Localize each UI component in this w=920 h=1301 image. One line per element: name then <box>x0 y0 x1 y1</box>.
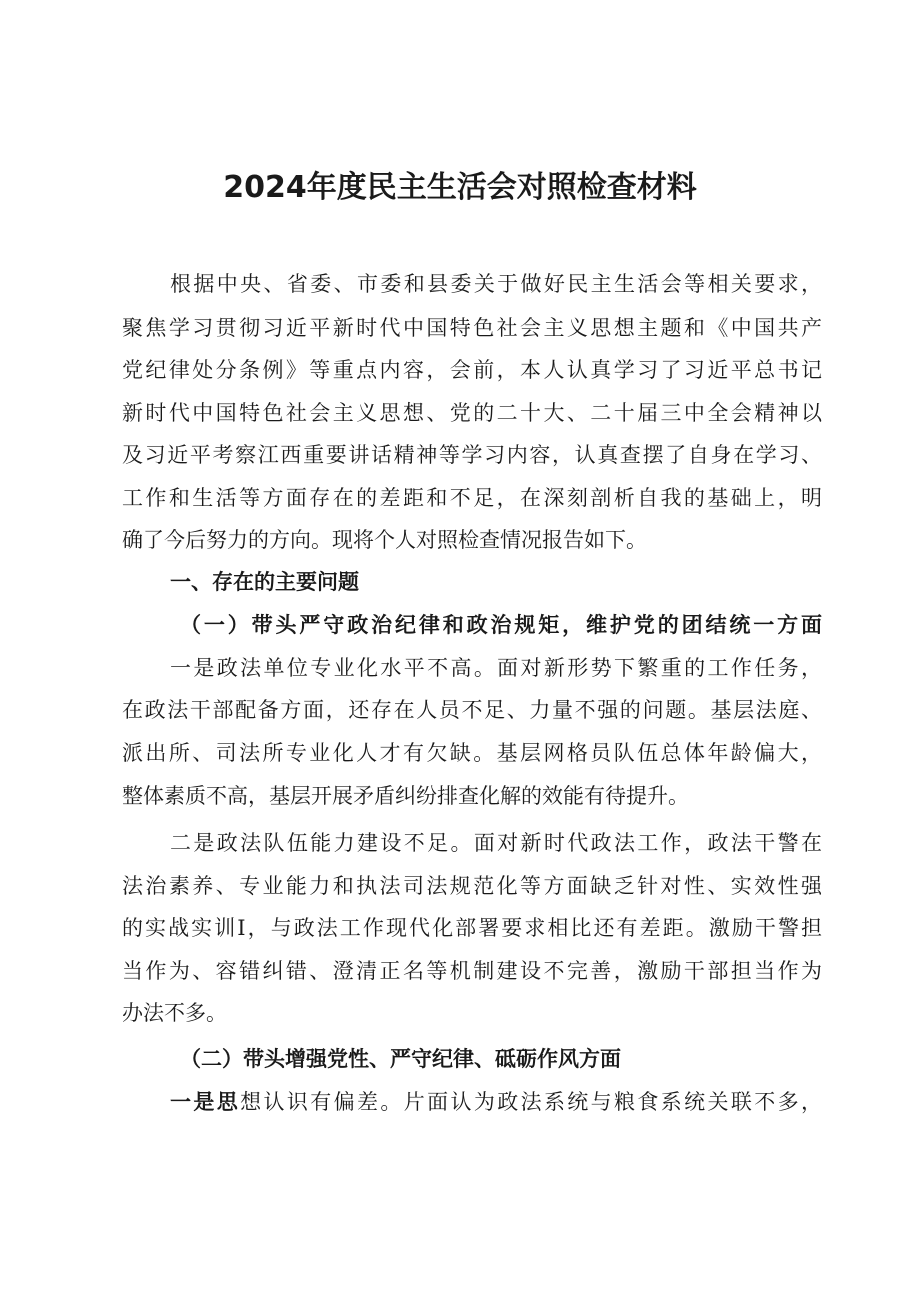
intro-line: 新时代中国特色社会主义思想、党的二十大、二十届三中全会精神以 <box>122 401 822 425</box>
intro-line: 确了今后努力的方向。现将个人对照检查情况报告如下。 <box>122 528 647 552</box>
paragraph-text: 想认识有偏差。片面认为政法系统与粮食系统关联不多， <box>240 1090 822 1114</box>
paragraph-line: 派出所、司法所专业化人才有欠缺。基层网格员队伍总体年龄偏大， <box>122 741 822 765</box>
paragraph-line: 整体素质不高，基层开展矛盾纠纷排查化解的效能有待提升。 <box>122 784 689 808</box>
subsection-heading: （一）带头严守政治纪律和政治规矩，维护党的团结统一方面 <box>180 613 822 637</box>
intro-line: 党纪律处分条例》等重点内容，会前，本人认真学习了习近平总书记 <box>122 358 822 382</box>
intro-line: 及习近平考察江西重要讲话精神等学习内容，认真查摆了自身在学习、 <box>122 443 822 467</box>
intro-line: 聚焦学习贯彻习近平新时代中国特色社会主义思想主题和《中国共产 <box>122 316 822 340</box>
paragraph-line: 在政法干部配备方面，还存在人员不足、力量不强的问题。基层法庭、 <box>122 698 822 722</box>
paragraph-lead: 一是思 <box>170 1090 241 1114</box>
paragraph-line: 二是政法队伍能力建设不足。面对新时代政法工作，政法干警在 <box>170 831 822 855</box>
intro-line: 根据中央、省委、市委和县委关于做好民主生活会等相关要求， <box>170 272 822 296</box>
subsection-heading: （二）带头增强党性、严守纪律、砥砺作风方面 <box>180 1047 621 1071</box>
document-title: 2024年度民主生活会对照检查材料 <box>223 170 697 205</box>
paragraph-line: 法治素养、专业能力和执法司法规范化等方面缺乏针对性、实效性强 <box>122 874 822 898</box>
paragraph-line: 当作为、容错纠错、澄清正名等机制建设不完善，激励干部担当作为 <box>122 959 822 983</box>
section-heading: 一、存在的主要问题 <box>170 570 359 594</box>
paragraph-line <box>170 1084 822 1120</box>
paragraph-line: 一是政法单位专业化水平不高。面对新形势下繁重的工作任务， <box>170 656 822 680</box>
intro-line: 工作和生活等方面存在的差距和不足，在深刻剖析自我的基础上，明 <box>122 486 822 510</box>
paragraph-line: 办法不多。 <box>122 1001 227 1025</box>
paragraph-line: 的实战实训I，与政法工作现代化部署要求相比还有差距。激励干警担 <box>122 916 822 940</box>
